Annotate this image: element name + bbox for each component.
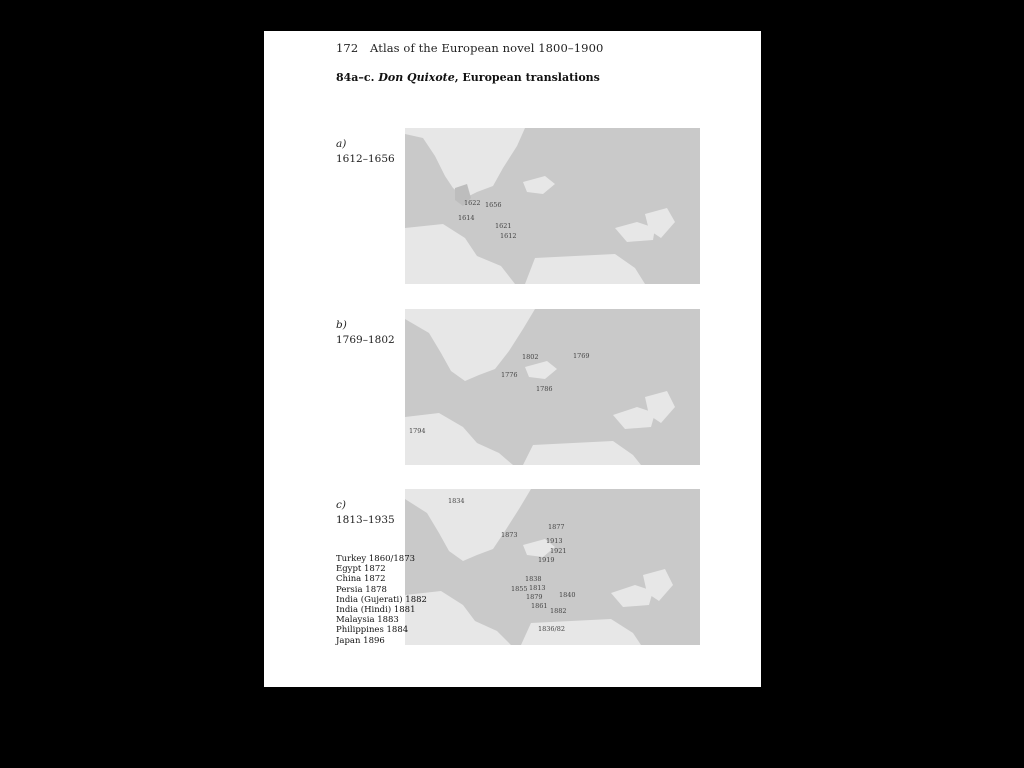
translation-entry: India (Hindi) 1881 [336,605,416,616]
year-label: 1776 [501,371,518,379]
year-label: 1622 [464,199,481,207]
figure-number: 84a–c. [336,71,375,84]
translation-entry: Egypt 1872 [336,564,386,575]
year-label: 1877 [548,523,565,531]
year-label: 1873 [501,531,518,539]
figure-title-rest: , European translations [454,71,600,84]
year-label: 1840 [559,591,576,599]
figure-title-italic: Don Quixote [378,71,455,84]
panel-letter: b) [336,319,347,331]
book-page [264,31,761,687]
year-label: 1834 [448,497,465,505]
year-label: 1882 [550,607,567,615]
year-label: 1913 [546,537,563,545]
translation-entry: Philippines 1884 [336,625,409,636]
panel-range: 1612–1656 [336,153,395,165]
map-panel-b [405,309,700,465]
year-label: 1786 [536,385,553,393]
translation-entry: Persia 1878 [336,584,387,595]
year-label: 1612 [500,232,517,240]
translation-entry: China 1872 [336,574,386,585]
year-label: 1769 [573,352,590,360]
year-label: 1838 [525,575,542,583]
year-label: 1813 [529,584,546,592]
year-label: 1919 [538,556,555,564]
year-label: 1836/82 [538,625,566,633]
running-head [336,41,603,55]
panel-c-label [336,498,395,528]
book-title: Atlas of the European novel 1800–1900 [370,41,604,55]
map-panel-a [405,128,700,284]
year-label: 1921 [550,547,567,555]
panel-letter: a) [336,138,347,150]
panel-range: 1769–1802 [336,334,395,346]
year-label: 1794 [409,427,426,435]
map-panel-c [405,489,700,645]
year-label: 1861 [531,602,548,610]
translation-entry: India (Gujerati) 1882 [336,594,427,605]
year-label: 1614 [458,214,475,222]
year-label: 1855 [511,585,528,593]
translation-entry: Malaysia 1883 [336,615,399,626]
page-number: 172 [336,41,359,55]
panel-letter: c) [336,499,346,511]
europe-map [405,489,700,645]
year-label: 1656 [485,201,502,209]
panel-b-label [336,318,395,348]
panel-range: 1813–1935 [336,514,395,526]
non-european-translations [336,554,427,646]
year-label: 1621 [495,222,512,230]
panel-a-label [336,137,395,167]
year-label: 1879 [526,593,543,601]
europe-map [405,128,700,284]
translation-entry: Turkey 1860/1873 [336,554,416,564]
translation-entry: Japan 1896 [336,635,385,646]
year-label: 1802 [522,353,539,361]
figure-title [336,71,600,84]
